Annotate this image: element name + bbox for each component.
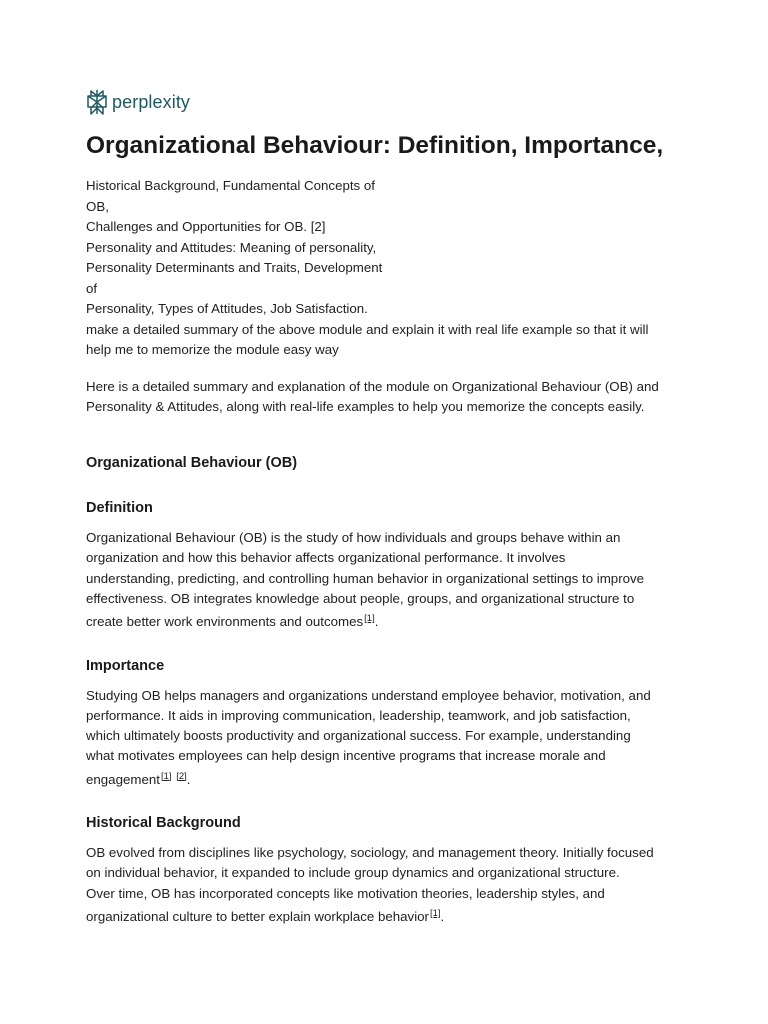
document-page [86, 88, 686, 927]
query-line: Historical Background, Fundamental Concepts of [86, 178, 375, 193]
intro-line: Here is a detailed summary and explanation of the module on Organizational Behaviour (OB) and [86, 378, 659, 394]
intro-line: Personality & Attitudes, along with real-life examples to help you memorize the concepts easily. [86, 398, 645, 414]
page-title: Organizational Behaviour: Definition, Importance, [86, 132, 664, 159]
importance-line: which ultimately boosts productivity and organizational success. For example, understanding [86, 728, 631, 744]
query-line: of [86, 280, 98, 296]
citation-link-1[interactable]: [1] [429, 907, 441, 919]
sentence-end: . [374, 614, 379, 630]
history-line: organizational culture to better explain workplace behavior [86, 908, 429, 924]
citation-link-1[interactable]: [1] [160, 770, 172, 782]
importance-line: engagement [86, 771, 160, 787]
query-line: Personality and Attitudes: Meaning of personality, [86, 239, 377, 255]
heading-historical-background: Historical Background [86, 815, 241, 832]
section-heading-ob: Organizational Behaviour (OB) [86, 455, 298, 472]
heading-definition: Definition [86, 500, 153, 517]
query-line: Challenges and Opportunities for OB. [2] [86, 219, 326, 234]
definition-line: organization and how this behavior affects organizational performance. It involves [86, 550, 566, 566]
history-paragraph [86, 843, 686, 927]
citation-link-1[interactable]: [1] [364, 613, 375, 625]
definition-paragraph [86, 528, 686, 632]
user-query [86, 176, 686, 361]
definition-last-line [86, 609, 686, 632]
intro-paragraph [86, 377, 686, 418]
sentence-end: . [440, 908, 445, 924]
query-line: Personality Determinants and Traits, Development [86, 260, 383, 275]
importance-paragraph [86, 686, 686, 790]
definition-line: create better work environments and outcomes [86, 614, 364, 630]
perplexity-logo-icon [86, 89, 108, 115]
brand-name: perplexity [112, 91, 191, 112]
importance-line: what motivates employees can help design incentive programs that increase morale and [86, 748, 606, 764]
history-line: on individual behavior, it expanded to include group dynamics and organizational structure. [86, 865, 620, 881]
importance-line: performance. It aids in improving communication, leadership, teamwork, and job satisfaction, [86, 707, 631, 723]
citation-link-2[interactable]: [2] [176, 770, 187, 782]
query-line: Personality, Types of Attitudes, Job Satisfaction. [86, 301, 368, 316]
history-last-line [86, 904, 686, 927]
heading-importance: Importance [86, 657, 165, 674]
definition-line: effectiveness. OB integrates knowledge about people, groups, and organizational structure to [86, 590, 635, 606]
definition-line: understanding, predicting, and controlling human behavior in organizational settings to improve [86, 570, 645, 586]
query-line: make a detailed summary of the above module and explain it with real life example so that it will [86, 321, 649, 337]
history-line: Over time, OB has incorporated concepts like motivation theories, leadership styles, and [86, 885, 605, 901]
query-line: help me to memorize the module easy way [86, 342, 339, 357]
definition-line: Organizational Behaviour (OB) is the study of how individuals and groups behave within an [86, 530, 621, 546]
query-line: OB, [86, 198, 109, 214]
brand-header [86, 88, 686, 116]
importance-last-line [86, 767, 686, 790]
importance-line: Studying OB helps managers and organizations understand employee behavior, motivation, and [86, 687, 651, 703]
sentence-end: . [186, 771, 191, 787]
history-line: OB evolved from disciplines like psychology, sociology, and management theory. Initially focused [86, 845, 654, 861]
